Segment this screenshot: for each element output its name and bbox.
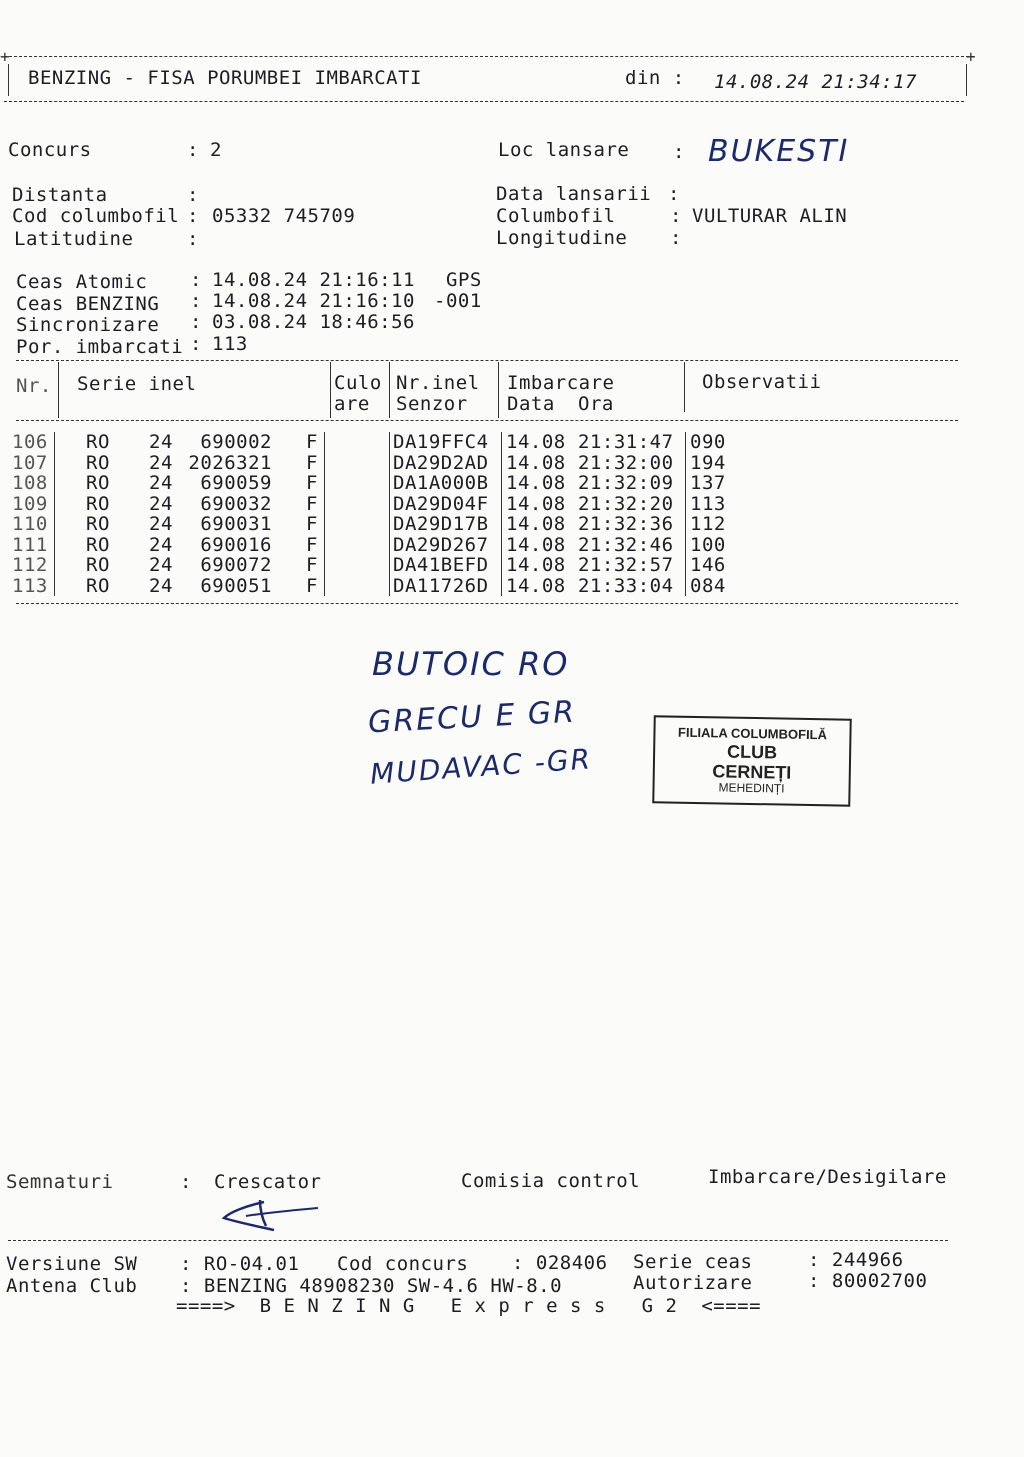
cod-columbofil-label: Cod columbofil	[12, 205, 180, 227]
cell-ora: 21:32:46	[578, 533, 674, 556]
columbofil-colon: :	[670, 205, 682, 227]
cell-senzor: DA29D267	[393, 533, 489, 556]
header-left-border	[8, 64, 9, 96]
table-col-divider	[389, 362, 390, 418]
cell-nr: 106	[12, 431, 48, 453]
cell-inel: 2026321	[188, 451, 272, 474]
cell-an: 24	[149, 472, 173, 494]
cell-senzor: DA29D04F	[393, 492, 489, 515]
cell-an: 24	[149, 451, 173, 474]
table-col-divider	[498, 362, 499, 418]
cell-obs: 090	[690, 431, 726, 453]
signature-comisia-label: Comisia control	[461, 1170, 641, 1192]
cell-tara: RO	[86, 472, 110, 494]
loc-lansare-colon: :	[673, 141, 685, 163]
header-nr: Nr.	[16, 375, 52, 397]
cell-an: 24	[149, 533, 173, 556]
cell-inel: 690059	[200, 472, 272, 494]
cell-nr: 109	[12, 492, 48, 515]
antena-label: Antena Club	[6, 1275, 138, 1297]
cod-concurs-label: Cod concurs	[337, 1253, 469, 1275]
cell-data: 14.08	[506, 472, 566, 494]
versiune-value: : RO-04.01	[180, 1253, 300, 1275]
stamp-line-1: FILIALA COLUMBOFILĂ	[677, 724, 828, 743]
cell-data: 14.08	[506, 574, 566, 597]
stamp-line-2: CLUB	[726, 741, 778, 763]
loc-lansare-label: Loc lansare	[498, 139, 630, 161]
cell-ora: 21:32:36	[578, 513, 674, 535]
cell-sex: F	[306, 431, 318, 453]
ceas-benzing-value: 14.08.24 21:16:10	[212, 290, 415, 312]
cell-ora: 21:32:00	[578, 451, 674, 474]
loc-lansare-handwritten: BUKESTI	[708, 134, 850, 169]
cell-an: 24	[149, 492, 173, 515]
cell-senzor: DA1A000B	[393, 472, 489, 494]
header-top-border	[4, 56, 974, 57]
cell-senzor: DA41BEFD	[393, 554, 489, 576]
cell-inel: 690031	[200, 513, 272, 535]
cell-nr: 111	[12, 533, 48, 556]
header-nrinel-2: Senzor	[396, 393, 468, 415]
semnaturi-label: Semnaturi	[6, 1171, 114, 1193]
sincronizare-label: Sincronizare	[16, 314, 160, 336]
cell-tara: RO	[86, 513, 110, 535]
cell-ora: 21:33:04	[578, 574, 674, 597]
cell-data: 14.08	[506, 451, 566, 474]
cell-tara: RO	[86, 533, 110, 556]
ceas-atomic-suffix: GPS	[446, 269, 482, 291]
header-observatii: Observatii	[702, 371, 822, 393]
cell-tara: RO	[86, 492, 110, 515]
header-datetime: 14.08.24 21:34:17	[714, 71, 917, 93]
cell-obs: 084	[690, 574, 726, 597]
por-imbarcati-value: 113	[212, 333, 248, 355]
signature-crescator-label: Crescator	[214, 1171, 322, 1193]
cell-obs: 146	[690, 554, 726, 576]
table-row	[0, 555, 1024, 575]
table-row	[0, 535, 1024, 555]
cell-inel: 690032	[200, 492, 272, 515]
versiune-label: Versiune SW	[6, 1253, 138, 1275]
cell-inel: 690002	[200, 431, 272, 453]
stamp-line-3: CERNEȚI	[712, 761, 792, 783]
cell-sex: F	[306, 574, 318, 597]
handwritten-note-3: MUDAVAC -GR	[369, 742, 593, 791]
longitudine-colon: :	[670, 227, 682, 249]
table-col-divider	[330, 362, 331, 418]
cell-obs: 137	[690, 472, 726, 494]
ceas-benzing-label: Ceas BENZING	[16, 293, 160, 315]
cell-an: 24	[149, 554, 173, 576]
corner-mark: +	[0, 47, 10, 66]
cell-obs: 113	[690, 492, 726, 515]
table-row	[0, 453, 1024, 473]
cod-concurs-value: : 028406	[512, 1252, 608, 1274]
table-row	[0, 514, 1024, 534]
cod-columbofil-value: 05332 745709	[212, 205, 356, 227]
cell-obs: 194	[690, 451, 726, 474]
cell-nr: 107	[12, 451, 48, 474]
cell-senzor: DA11726D	[393, 574, 489, 597]
cell-sex: F	[306, 513, 318, 535]
table-row	[0, 576, 1024, 596]
cell-tara: RO	[86, 554, 110, 576]
document-title: BENZING - FISA PORUMBEI IMBARCATI	[28, 67, 422, 89]
cod-columbofil-colon: :	[187, 205, 199, 227]
header-serie-inel: Serie inel	[77, 373, 197, 395]
cell-ora: 21:32:09	[578, 472, 674, 494]
cell-data: 14.08	[506, 533, 566, 556]
cell-senzor: DA29D2AD	[393, 451, 489, 474]
cell-an: 24	[149, 513, 173, 535]
autorizare-label: Autorizare	[633, 1272, 753, 1294]
sincronizare-colon: :	[190, 311, 202, 333]
cell-ora: 21:32:57	[578, 554, 674, 576]
distanta-colon: :	[187, 184, 199, 206]
serie-ceas-value: : 244966	[808, 1249, 904, 1271]
cell-ora: 21:32:20	[578, 492, 674, 515]
cell-inel: 690051	[200, 574, 272, 597]
cell-senzor: DA29D17B	[393, 513, 489, 535]
table-row	[0, 473, 1024, 493]
por-imbarcati-colon: :	[190, 333, 202, 355]
footer-top-border	[8, 1240, 948, 1241]
header-right-border	[966, 64, 967, 96]
brand-line: ====> B E N Z I N G E x p r e s s G 2 <====	[176, 1295, 762, 1317]
header-culoare-2: are	[334, 393, 370, 415]
ceas-atomic-value: 14.08.24 21:16:11	[212, 269, 415, 291]
ceas-benzing-colon: :	[190, 290, 202, 312]
table-header-divider	[16, 420, 958, 421]
ceas-benzing-suffix: -001	[434, 290, 482, 312]
latitudine-colon: :	[187, 228, 199, 250]
header-nrinel-1: Nr.inel	[396, 372, 480, 394]
corner-mark: +	[966, 47, 976, 66]
ceas-atomic-colon: :	[190, 269, 202, 291]
stamp-line-4: MEHEDINȚI	[718, 780, 785, 796]
din-label: din :	[625, 67, 685, 89]
distanta-label: Distanta	[12, 184, 108, 206]
por-imbarcati-label: Por. imbarcati	[16, 336, 184, 358]
cell-sex: F	[306, 492, 318, 515]
columbofil-value: VULTURAR ALIN	[692, 205, 848, 227]
data-lansarii-colon: :	[668, 183, 680, 205]
cell-nr: 112	[12, 554, 48, 576]
cell-nr: 108	[12, 472, 48, 494]
cell-obs: 112	[690, 513, 726, 535]
cell-tara: RO	[86, 431, 110, 453]
table-bottom-border	[16, 603, 958, 604]
cell-senzor: DA19FFC4	[393, 431, 489, 453]
header-imbarcare-ora: Ora	[578, 393, 614, 415]
club-stamp	[652, 715, 852, 806]
cell-an: 24	[149, 574, 173, 597]
cell-inel: 690072	[200, 554, 272, 576]
table-row	[0, 494, 1024, 514]
cell-sex: F	[306, 533, 318, 556]
concurs-label: Concurs	[8, 139, 92, 161]
header-imbarcare: Imbarcare	[507, 372, 615, 394]
cell-tara: RO	[86, 451, 110, 474]
signature-imbarcare-label: Imbarcare/Desigilare	[708, 1166, 947, 1188]
sincronizare-value: 03.08.24 18:46:56	[212, 311, 415, 333]
cell-obs: 100	[690, 533, 726, 556]
cell-ora: 21:31:47	[578, 431, 674, 453]
cell-data: 14.08	[506, 431, 566, 453]
table-col-divider	[684, 362, 685, 412]
data-lansarii-label: Data lansarii	[496, 183, 652, 205]
cell-sex: F	[306, 451, 318, 474]
header-culoare-1: Culo	[334, 372, 382, 394]
longitudine-label: Longitudine	[496, 227, 628, 249]
cell-an: 24	[149, 431, 173, 453]
header-bottom-border	[4, 101, 964, 102]
latitudine-label: Latitudine	[14, 228, 134, 250]
cell-nr: 110	[12, 513, 48, 535]
crescator-signature	[216, 1196, 326, 1236]
cell-nr: 113	[12, 574, 48, 597]
handwritten-note-1: BUTOIC RO	[372, 645, 570, 683]
cell-data: 14.08	[506, 492, 566, 515]
semnaturi-colon: :	[180, 1171, 192, 1193]
table-col-divider	[58, 362, 59, 418]
columbofil-label: Columbofil	[496, 205, 616, 227]
autorizare-value: : 80002700	[808, 1270, 928, 1292]
concurs-colon: :	[187, 139, 199, 161]
cell-sex: F	[306, 472, 318, 494]
table-top-border	[16, 360, 958, 361]
cell-inel: 690016	[200, 533, 272, 556]
cell-data: 14.08	[506, 554, 566, 576]
cell-tara: RO	[86, 574, 110, 597]
cell-sex: F	[306, 554, 318, 576]
handwritten-note-2: GRECU E GR	[367, 694, 577, 741]
ceas-atomic-label: Ceas Atomic	[16, 271, 148, 293]
cell-data: 14.08	[506, 513, 566, 535]
serie-ceas-label: Serie ceas	[633, 1251, 753, 1273]
table-row	[0, 432, 1024, 452]
antena-value: : BENZING 48908230 SW-4.6 HW-8.0	[180, 1275, 563, 1297]
header-imbarcare-data: Data	[507, 393, 555, 415]
concurs-value: 2	[210, 139, 222, 161]
